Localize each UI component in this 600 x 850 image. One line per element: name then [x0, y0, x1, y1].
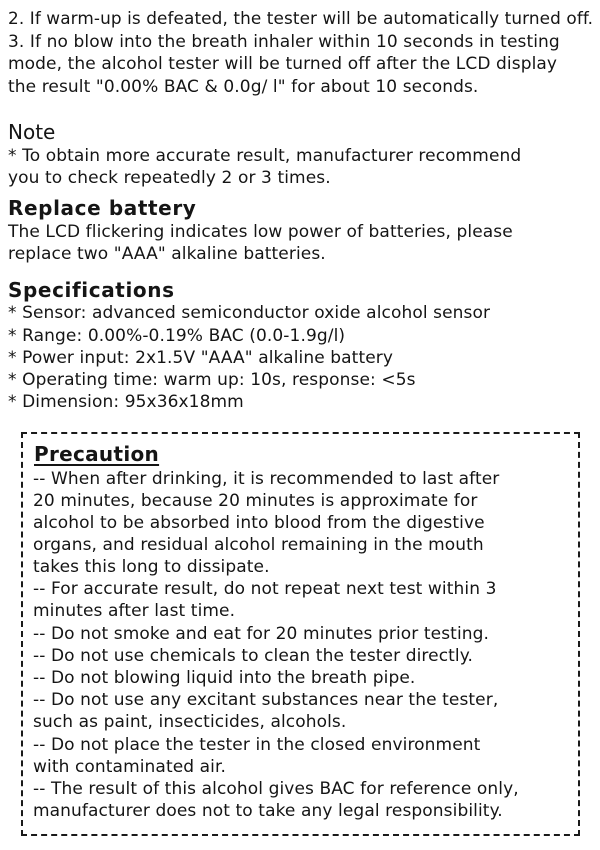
precaution-line: organs, and residual alcohol remaining in the mouth — [33, 535, 484, 555]
note-heading: Note — [8, 120, 56, 144]
intro-line: 3. If no blow into the breath inhaler within 10 seconds in testing — [8, 32, 560, 52]
precaution-box — [21, 432, 580, 836]
precaution-line: alcohol to be absorbed into blood from the digestive — [33, 513, 485, 533]
replace-battery-line: The LCD flickering indicates low power of batteries, please — [8, 222, 513, 242]
precaution-line: takes this long to dissipate. — [33, 557, 270, 577]
specifications-heading: Specifications — [8, 278, 175, 302]
precaution-line: -- Do not smoke and eat for 20 minutes prior testing. — [33, 624, 490, 644]
precaution-line: -- When after drinking, it is recommended to last after — [33, 469, 500, 489]
intro-line: mode, the alcohol tester will be turned off after the LCD display — [8, 54, 558, 74]
spec-line: * Range: 0.00%-0.19% BAC (0.0-1.9g/l) — [8, 326, 346, 346]
intro-line: the result "0.00% BAC & 0.0g/ l" for about 10 seconds. — [8, 77, 479, 97]
precaution-line: such as paint, insecticides, alcohols. — [33, 712, 347, 732]
precaution-line: -- The result of this alcohol gives BAC for reference only, — [33, 779, 519, 799]
spec-line: * Power input: 2x1.5V "AAA" alkaline battery — [8, 348, 394, 368]
note-line: you to check repeatedly 2 or 3 times. — [8, 168, 331, 188]
spec-line: * Dimension: 95x36x18mm — [8, 392, 244, 412]
precaution-line: -- For accurate result, do not repeat next test within 3 — [33, 579, 497, 599]
precaution-line: -- Do not place the tester in the closed environment — [33, 735, 481, 755]
precaution-line: with contaminated air. — [33, 757, 227, 777]
replace-battery-heading: Replace battery — [8, 196, 197, 220]
note-line: * To obtain more accurate result, manufacturer recommend — [8, 146, 522, 166]
precaution-line: manufacturer does not to take any legal responsibility. — [33, 801, 503, 821]
replace-battery-line: replace two "AAA" alkaline batteries. — [8, 244, 326, 264]
precaution-heading: Precaution — [34, 442, 160, 466]
precaution-line: -- Do not blowing liquid into the breath pipe. — [33, 668, 416, 688]
precaution-line: 20 minutes, because 20 minutes is approximate for — [33, 491, 478, 511]
spec-line: * Operating time: warm up: 10s, response: <5s — [8, 370, 416, 390]
precaution-line: -- Do not use chemicals to clean the tester directly. — [33, 646, 473, 666]
precaution-line: -- Do not use any excitant substances near the tester, — [33, 690, 499, 710]
intro-line: 2. If warm-up is defeated, the tester will be automatically turned off. — [8, 8, 594, 28]
precaution-line: minutes after last time. — [33, 601, 236, 621]
spec-line: * Sensor: advanced semiconductor oxide alcohol sensor — [8, 303, 491, 323]
